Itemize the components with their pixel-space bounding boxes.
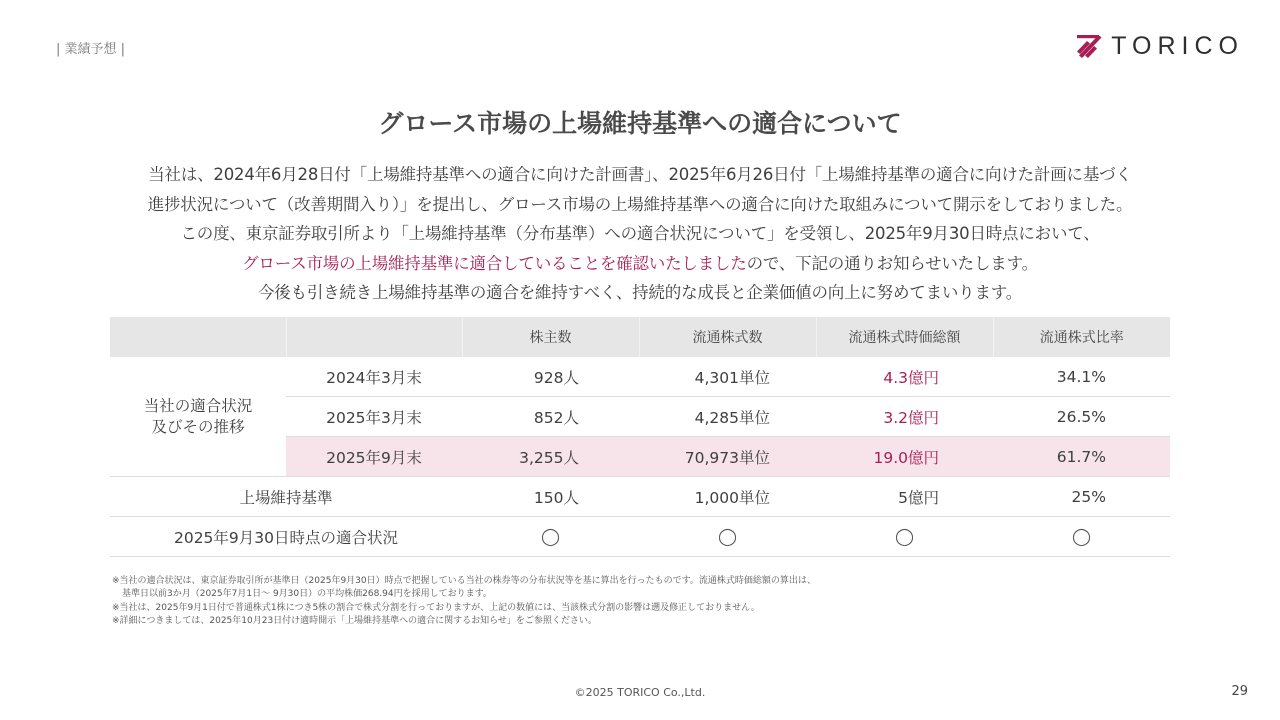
period-cell: 2025年3月末 [286, 397, 462, 437]
copyright: ©2025 TORICO Co.,Ltd. [574, 686, 706, 699]
ratio-cell: 34.1% [993, 357, 1170, 397]
header-blank [110, 317, 286, 357]
intro-paragraph [0, 160, 1280, 308]
status-mark-shareholders: ◯ [462, 517, 639, 557]
period-cell: 2024年3月末 [286, 357, 462, 397]
footnote-1: ※当社の適合状況は、東京証券取引所が基準日（2025年9月30日）時点で把握している当社の株券等の分布状況等を基に算出を行ったものです。流通株式時価総額の算出は、 [112, 576, 816, 586]
listing-criteria-table [110, 317, 1170, 557]
header-units: 流通株式数 [639, 317, 816, 357]
shareholders-cell: 3,255人 [462, 437, 639, 477]
section-label: | 業績予想 | [56, 42, 126, 57]
header-shareholders: 株主数 [462, 317, 639, 357]
table-header-row [110, 317, 1170, 357]
units-cell: 70,973単位 [639, 437, 816, 477]
header-market-cap: 流通株式時価総額 [816, 317, 993, 357]
page-title: グロース市場の上場維持基準への適合について [378, 109, 902, 138]
intro-line-5: 今後も引き続き上場維持基準の適合を維持すべく、持続的な成長と企業価値の向上に努めてまいります。 [257, 283, 1023, 302]
status-mark-units: ◯ [639, 517, 816, 557]
criteria-market-cap: 5億円 [816, 477, 993, 517]
market-cap-cell: 4.3億円 [816, 357, 993, 397]
criteria-row [110, 477, 1170, 517]
group-label-line-2: 及びその推移 [151, 417, 245, 436]
status-row [110, 517, 1170, 557]
status-mark-market-cap: ◯ [816, 517, 993, 557]
shareholders-cell: 852人 [462, 397, 639, 437]
criteria-label: 上場維持基準 [110, 477, 462, 517]
logo-text: TORICO [1111, 32, 1244, 60]
status-mark-ratio: ◯ [993, 517, 1170, 557]
intro-highlight-text: グロース市場の上場維持基準に適合していることを確認いたしました [242, 253, 747, 273]
table-row [110, 357, 1170, 397]
page-number: 29 [1231, 684, 1248, 699]
torico-logo [1076, 33, 1244, 59]
shareholders-cell: 928人 [462, 357, 639, 397]
ratio-cell: 61.7% [993, 437, 1170, 477]
period-cell: 2025年9月末 [286, 437, 462, 477]
market-cap-cell: 3.2億円 [816, 397, 993, 437]
footnote-2: ※当社は、2025年9月1日付で普通株式1株につき5株の割合で株式分割を行っておりますが、上記の数値には、当該株式分割の影響は遡及修正しておりません。 [112, 602, 760, 613]
criteria-units: 1,000単位 [639, 477, 816, 517]
header-ratio: 流通株式比率 [993, 317, 1170, 357]
header-blank [286, 317, 462, 357]
footnote-1-continued: 基準日以前3か月（2025年7月1日～ 9月30日）の平均株価268.94円を採用しております。 [122, 589, 492, 600]
group-label-line-1: 当社の適合状況 [143, 396, 253, 415]
units-cell: 4,301単位 [639, 357, 816, 397]
status-label: 2025年9月30日時点の適合状況 [110, 517, 462, 557]
footnote-3: ※詳細につきましては、2025年10月23日付け適時開示「上場維持基準への適合に関するお知らせ」をご参照ください。 [112, 616, 597, 627]
footnotes [112, 575, 816, 629]
criteria-ratio: 25% [993, 477, 1170, 517]
intro-line-2: 進捗状況について（改善期間入り）」を提出し、グロース市場の上場維持基準への適合に向けた取組みについて開示をしておりました。 [147, 194, 1133, 214]
group-label [110, 357, 286, 477]
intro-line-4-rest: ので、下記の通りお知らせいたします。 [746, 253, 1038, 273]
criteria-shareholders: 150人 [462, 477, 639, 517]
intro-line-3: この度、東京証券取引所より「上場維持基準（分布基準）への適合状況について」を受領し、2025年9月30日時点において、 [180, 224, 1100, 243]
ratio-cell: 26.5% [993, 397, 1170, 437]
intro-line-4 [0, 249, 1280, 279]
market-cap-cell: 19.0億円 [816, 437, 993, 477]
torico-logo-mark-icon [1076, 33, 1102, 59]
intro-line-1: 当社は、2024年6月28日付「上場維持基準への適合に向けた計画書」、2025年6月26日付「上場維持基準の適合に向けた計画に基づく [148, 165, 1132, 184]
units-cell: 4,285単位 [639, 397, 816, 437]
